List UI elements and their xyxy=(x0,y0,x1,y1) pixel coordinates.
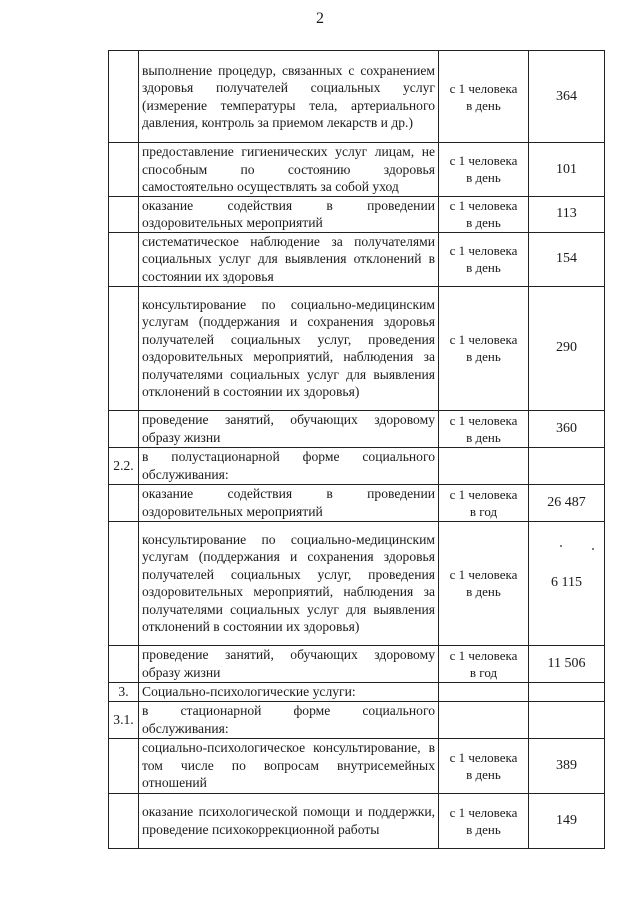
table-row xyxy=(109,232,605,286)
row-number xyxy=(109,521,139,645)
service-name: проведение занятий, обучающих здоровому образу жизни xyxy=(139,410,439,447)
value-cell: 360 xyxy=(529,410,605,447)
unit-line-2: в день xyxy=(466,349,501,364)
service-name: систематическое наблюдение за получателями социальных услуг для выявления отклонений в состоянии их здоровья xyxy=(139,232,439,286)
unit-line-2: в день xyxy=(466,429,501,445)
row-number xyxy=(109,738,139,793)
table-row xyxy=(109,410,605,447)
unit-cell xyxy=(439,701,529,738)
service-name: предоставление гигиенических услуг лицам, не способным по состоянию здоровья самостоятельно осуществлять за собой уход xyxy=(139,143,439,197)
unit-cell xyxy=(439,484,529,521)
service-name: оказание содействия в проведении оздоровительных мероприятий xyxy=(139,484,439,521)
row-number xyxy=(109,51,139,143)
row-number xyxy=(109,286,139,410)
unit-cell xyxy=(439,738,529,793)
unit-line-1: с 1 человека xyxy=(449,153,518,169)
value-cell: 113 xyxy=(529,196,605,232)
table-row xyxy=(109,738,605,793)
value-cell: 26 487 xyxy=(529,484,605,521)
section-heading: Социально-психологические услуги: xyxy=(139,682,439,701)
table-row xyxy=(109,447,605,484)
table-row xyxy=(109,682,605,701)
service-name: проведение занятий, обучающих здоровому образу жизни xyxy=(139,645,439,682)
value-cell: 6 115 xyxy=(529,521,605,645)
unit-cell xyxy=(439,143,529,197)
unit-line-1: с 1 человека xyxy=(449,198,518,213)
table-row xyxy=(109,51,605,143)
unit-line-1: с 1 человека xyxy=(449,80,518,96)
unit-cell xyxy=(439,286,529,410)
value-cell: 154 xyxy=(529,232,605,286)
row-number xyxy=(109,645,139,682)
service-name: оказание психологической помощи и поддержки, проведение психокоррекционной работы xyxy=(139,793,439,848)
value-cell xyxy=(529,682,605,701)
row-number xyxy=(109,232,139,286)
unit-line-2: в день xyxy=(466,766,501,782)
unit-line-2: в день xyxy=(466,97,501,113)
unit-line-2: в день xyxy=(466,584,501,599)
row-number xyxy=(109,484,139,521)
unit-line-1: с 1 человека xyxy=(449,486,518,502)
unit-line-2: в день xyxy=(466,821,501,837)
table-row xyxy=(109,645,605,682)
table-row xyxy=(109,701,605,738)
table-row xyxy=(109,286,605,410)
service-name: оказание содействия в проведении оздоровительных мероприятий xyxy=(139,196,439,232)
value-cell: 364 xyxy=(529,51,605,143)
table-row xyxy=(109,196,605,232)
value-cell: 11 506 xyxy=(529,645,605,682)
unit-cell xyxy=(439,447,529,484)
unit-cell xyxy=(439,410,529,447)
value-cell: 389 xyxy=(529,738,605,793)
service-name: выполнение процедур, связанных с сохранением здоровья получателей социальных услуг (измерение температуры тела, артериального давления, контроль за приемом лекарств и др.) xyxy=(139,51,439,143)
table-row xyxy=(109,521,605,645)
unit-line-2: в год xyxy=(469,503,498,519)
section-heading: в полустационарной форме социального обслуживания: xyxy=(139,447,439,484)
service-name: социально-психологическое консультирование, в том числе по вопросам внутрисемейных отношений xyxy=(139,738,439,793)
table-row xyxy=(109,484,605,521)
unit-cell xyxy=(439,51,529,143)
unit-cell xyxy=(439,196,529,232)
unit-line-1: с 1 человека xyxy=(449,567,518,582)
value-cell: 101 xyxy=(529,143,605,197)
unit-line-2: в день xyxy=(466,215,501,230)
scan-speck xyxy=(592,548,594,550)
row-number: 3.1. xyxy=(109,701,139,738)
table-row xyxy=(109,793,605,848)
row-number: 3. xyxy=(109,682,139,701)
unit-line-1: с 1 человека xyxy=(449,412,518,428)
value-cell: 290 xyxy=(529,286,605,410)
unit-line-2: в день xyxy=(466,170,501,186)
unit-line-1: с 1 человека xyxy=(449,804,518,820)
unit-cell xyxy=(439,521,529,645)
unit-cell xyxy=(439,645,529,682)
row-number xyxy=(109,793,139,848)
row-number xyxy=(109,410,139,447)
row-number xyxy=(109,196,139,232)
row-number xyxy=(109,143,139,197)
value-cell xyxy=(529,701,605,738)
value-cell xyxy=(529,447,605,484)
service-name: консультирование по социально-медицинским услугам (поддержания и сохранения здоровья получателей социальных услуг, проведения оздоровительных мероприятий, наблюдения за получателями социальных услуг для выявления отклонений в состоянии их здоровья) xyxy=(139,521,439,645)
unit-line-1: с 1 человека xyxy=(449,749,518,765)
unit-line-2: в год xyxy=(469,664,498,680)
value-cell: 149 xyxy=(529,793,605,848)
unit-line-1: с 1 человека xyxy=(449,332,518,347)
unit-cell xyxy=(439,793,529,848)
services-table xyxy=(108,50,605,849)
unit-cell xyxy=(439,682,529,701)
service-name: консультирование по социально-медицинским услугам (поддержания и сохранения здоровья получателей социальных услуг, проведения оздоровительных мероприятий, наблюдения за получателями социальных услуг для выявления отклонений в состоянии их здоровья) xyxy=(139,286,439,410)
page-number: 2 xyxy=(316,10,324,27)
unit-line-1: с 1 человека xyxy=(449,243,518,258)
table-row xyxy=(109,143,605,197)
unit-line-1: с 1 человека xyxy=(449,647,518,663)
unit-line-2: в день xyxy=(466,260,501,275)
unit-cell xyxy=(439,232,529,286)
scan-speck xyxy=(560,545,562,547)
section-heading: в стационарной форме социального обслуживания: xyxy=(139,701,439,738)
row-number: 2.2. xyxy=(109,447,139,484)
